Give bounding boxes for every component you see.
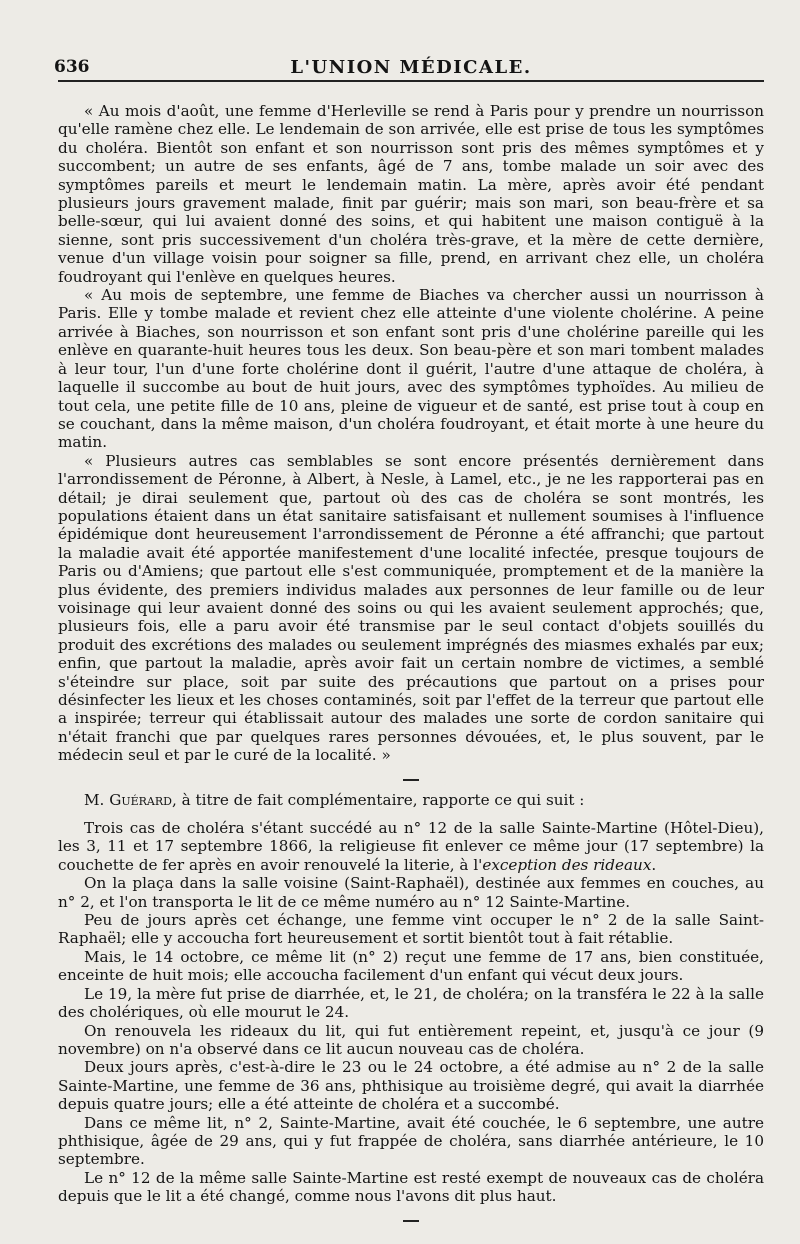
paragraph (58, 819, 764, 874)
paragraph: On la plaça dans la salle voisine (Saint-Raphaël), destinée aux femmes en couches, au n° 2, et l'on transporta le lit de ce même numéro au n° 12 Sainte-Martine. (58, 874, 764, 911)
quoted-paragraph: « Plusieurs autres cas semblables se sont encore présentés dernièrement dans l'arrondissement de Péronne, à Albert, à Nesle, à Lamel, etc., je ne les rapporterai pas en détail; je dirai seulement que, partout où des cas de choléra se sont montrés, les populations étaient dans un état sanitaire satisfaisant et nullement soumises à l'influence épidémique dont heureusement l'arrondissement de Péronne a été affranchi; que partout la maladie avait été apportée manifestement d'une localité infectée, presque toujours de Paris ou d'Amiens; que partout elle s'est communiquée, promptement et de la manière la plus évidente, des premiers individus malades aux personnes de leur famille ou de leur voisinage qui leur avaient donné des soins ou qui les avaient seulement approchés; que, plusieurs fois, elle a paru avoir été transmise par le seul contact d'objets souillés du produit des excrétions des malades ou seulement imprégnés des miasmes exhalés par eux; enfin, que partout la maladie, après avoir fait un certain nombre de victimes, a semblé s'éteindre sur place, soit par suite des précautions que partout on a prises pour désinfecter les lieux et les choses contaminés, soit par l'effet de la terreur que partout elle a inspirée; terreur qui établissait autour des malades une sorte de cordon sanitaire qui n'était franchi que par quelques rares personnes dévouées, et, le plus souvent, par le médecin seul et par le curé de la localité. » (58, 451, 764, 765)
running-title: L'UNION MÉDICALE. (290, 56, 532, 78)
emphasis-text: exception des rideaux (482, 855, 652, 874)
quoted-paragraph: « Au mois d'août, une femme d'Herleville se rend à Paris pour y prendre un nourrisson qu'elle ramène chez elle. Le lendemain de son arrivée, elle est prise de tous les symptômes du choléra. Bientôt son enfant et son nourrisson sont pris des mêmes symptômes et y succombent; un autre de ses enfants, âgé de 7 ans, tombe malade un soir avec des symptômes pareils et meurt le lendemain matin. La mère, après avoir été pendant plusieurs jours gravement malade, finit par guérir; mais son mari, son beau-frère et sa belle-sœur, qui lui avaient donné des soins, et qui habitent une maison contiguë à la sienne, sont pris successivement d'un choléra très-grave, et la mère de cette dernière, venue d'un village voisin pour soigner sa fille, prend, en arrivant chez elle, un choléra foudroyant qui l'enlève en quelques heures. (58, 102, 764, 286)
quoted-paragraph: « Au mois de septembre, une femme de Biaches va chercher aussi un nourrisson à Paris. Elle y tombe malade et revient chez elle atteinte d'une violente cholérine. A peine arrivée à Biaches, son nourrisson et son enfant sont pris d'une cholérine pareille qui les enlève en quarante-huit heures tous les deux. Son beau-père et son mari tombent malades à leur tour, l'un d'une forte cholérine dont il guérit, l'autre d'une attaque de choléra, à laquelle il succombe au bout de huit jours, avec des symptômes typhoïdes. Au milieu de tout cela, une petite fille de 10 ans, pleine de vigueur et de santé, est prise tout à coup en se couchant, dans la même maison, d'un choléra foudroyant, et était morte à une heure du matin. (58, 286, 764, 452)
paragraph: Le n° 12 de la même salle Sainte-Martine est resté exempt de nouveaux cas de choléra depuis que le lit a été changé, comme nous l'avons dit plus haut. (58, 1168, 764, 1206)
paragraph: Mais, le 14 octobre, ce même lit (n° 2) reçut une femme de 17 ans, bien constituée, enceinte de huit mois; elle accoucha facilement d'un enfant qui vécut deux jours. (58, 947, 764, 985)
paragraph: Deux jours après, c'est-à-dire le 23 ou le 24 octobre, a été admise au n° 2 de la salle Sainte-Martine, une femme de 36 ans, phthisique au troisième degré, qui avait la diarrhée depuis quatre jours; elle a été atteinte de choléra et a succombé. (58, 1058, 764, 1114)
paragraph: On renouvela les rideaux du lit, qui fut entièrement repeint, et, jusqu'à ce jour (9 novembre) on n'a observé dans ce lit aucun nouveau cas de choléra. (58, 1021, 764, 1058)
paragraph: Le 19, la mère fut prise de diarrhée, et, le 21, de choléra; on la transféra le 22 à la salle des cholériques, où elle mourut le 24. (58, 984, 764, 1022)
paragraph-text: Trois cas de choléra s'étant succédé au n° 12 de la salle Sainte-Martine (Hôtel-Dieu), les 3, 11 et 17 septembre 1866, la religieuse fit enlever ce même jour (17 septembre) la couchette de fer après en avoir renouvelé la literie, à l' (58, 819, 764, 874)
paragraph: Dans ce même lit, n° 2, Sainte-Martine, avait été couchée, le 6 septembre, une autre phthisique, âgée de 29 ans, qui y fut frappée de choléra, sans diarrhée antérieure, le 10 septembre. (58, 1113, 764, 1169)
page-number: 636 (54, 57, 90, 77)
article-body (58, 102, 764, 1222)
section-intro (58, 791, 764, 809)
speaker-name: M. Guérard (84, 790, 172, 809)
end-separator (403, 1220, 419, 1222)
speaker-intro-text: , à titre de fait complémentaire, rapporte ce qui suit : (171, 790, 585, 809)
paragraph-text: . (651, 855, 657, 874)
paragraph: Peu de jours après cet échange, une femme vint occuper le n° 2 de la salle Saint-Raphaël; elle y accoucha fort heureusement et sortit bientôt tout à fait rétablie. (58, 911, 764, 948)
page-header (54, 54, 764, 82)
section-separator (403, 779, 419, 781)
